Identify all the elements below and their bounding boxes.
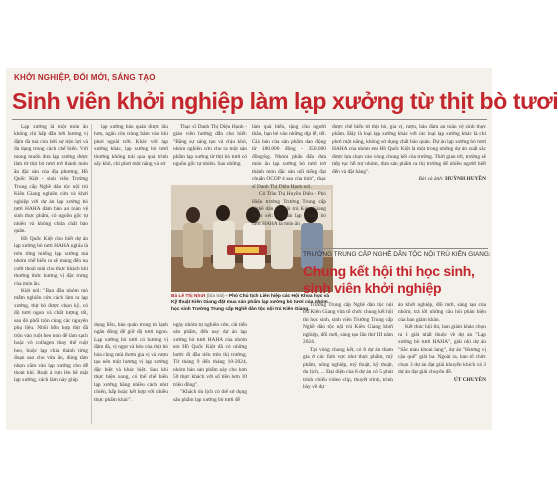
paragraph: án khởi nghiệp, đổi mới, sáng tạo của nhóm; trả lời những câu hỏi phản biện của ban giám khảo. (398, 302, 486, 323)
article-column-5 (332, 124, 486, 244)
headline: Sinh viên khởi nghiệp làm lạp xưởng từ thịt bò tươi (12, 88, 558, 114)
paragraph: làm quà biếu, tặng cho người thân, bạn bè vào những dịp lễ, tết. Giá bán của sản phẩm dao động từ 180.000 đồng - 350.000 đồng/kg. Nhóm phấn đấu đưa món ăn lạp xưởng bò tươi trở thành món đặc sản nổi tiếng đạt chuẩn OCOP 4 sao của tỉnh", thạc sĩ Danh Thị Diệu Hạnh nói. (252, 124, 326, 190)
paragraph: dụng liền, bảo quản trong tủ lạnh ngăn đông để giữ độ tươi ngon. Lạp xưởng bò tươi có hương vị đậm đà, vị ngọt và béo của thịt bò hòa cùng mùi thơm gia vị và rượu tạo nên một hương vị lạp xưởng đặc biệt và khác biệt. Sau khi thực hiện xong, có thể chế biến lạp xưởng bằng nhiều cách như chiên, hấp hoặc kết hợp với nhiều thực phẩm khác". (94, 322, 168, 403)
paragraph: Kiệt nói: "Ban đầu nhóm mò mẫm nghiên cứu cách làm ra lạp xưởng, thịt bò được chọn kỹ, có độ tươi ngon và chất lượng tốt, sau đó phối trộn cùng các nguyên phụ liệu. Nhồi hỗn hợp thịt đã trộn vào ruột heo non để làm sạch hoặc vỏ collagen thay thế ruột heo, buộc lạp chia thành từng đoạn sao cho vừa ăn, dùng tăm nhọn xăm vào lạp xưởng cho dễ thoát khí. Ruột à rựu lên bề mặt lạp xưởng, cách làm này giúp (14, 287, 88, 384)
byline-author: HUỲNH HUYỀN (445, 176, 486, 183)
article-column-4 (252, 124, 326, 244)
headline-rule (12, 119, 487, 120)
article-column-2-top (94, 124, 168, 184)
byline-label: Bài và ảnh: (418, 176, 444, 183)
byline (332, 176, 486, 183)
column-divider (91, 124, 92, 424)
section-tag: KHỞI NGHIỆP, ĐỔI MỚI, SÁNG TẠO (14, 73, 156, 82)
secondary-rule (300, 248, 488, 249)
paragraph: lạp xưởng bảo quản được lâu hơn, ngăn côn trùng bám vào khi phơi ngoài trời. Khác với lạp xưởng khác, lạp xưởng bò tươi thường không trải qua quá trình sấy khô, chỉ phơi một nắng và sử (94, 124, 168, 168)
paragraph: được chế biến từ thịt bò, gia vị, rượu, bảo đảm an toàn vệ sinh thực phẩm. Đây là loại lạp xưởng khác với các loại lạp xưởng khác là chỉ phơi một nắng, không sử dụng chất bảo quản. Dự án lạp xưởng bò tươi HAHA của nhóm em Hồ Quốc Kiệt là một trong những dự án xuất sắc được lựa chọn vào vòng chung kết của trường. Thời gian tới, trường sẽ tiếp tục hỗ trợ nhóm, đưa sản phẩm ra thị trường để nhiều người biết đến và đặt hàng". (332, 124, 486, 175)
paragraph: Cô Trần Thị Huyền Diệu - Phó Hiệu trưởng Trường Trung cấp Nghề dân tộc nội trú Kiên Giang nhận xét: "Dự án lạp xưởng bò tươi HAHA là món ăn (252, 191, 326, 227)
secondary-title: Chung kết hội thi học sinh, sinh viên khởi nghiệp (303, 263, 475, 296)
paragraph: Tại vòng chung kết, có 8 dự án tham gia ở các lĩnh vực như thực phẩm, mỹ phẩm, nông nghiệp, mỹ thuật, kỹ thuật, du lịch, ... Đại diện của 8 dự án có 5 phút trình chiếu video clip, thuyết trình, trình bày về dự (303, 346, 393, 390)
secondary-kicker: TRƯỜNG TRUNG CẤP NGHỀ DÂN TỘC NỘI TRÚ KIÊN GIANG: (303, 251, 491, 258)
secondary-column-b (398, 302, 486, 424)
caption-text: - Phó Chủ tịch Liên hiệp các Hội Khoa học và Kỹ thuật Kiên Giang đặt mua sản phẩm lạp xưởng bò tươi của nhóm học sinh Trường Trung cấp Nghề dân tộc nội trú Kiên Giang. (171, 294, 330, 312)
article-column-3-bottom (173, 322, 247, 424)
paragraph: ngày nhóm tự nghiên cứu, cải tiến sản phẩm, đến nay dự án lạp xưởng bò tươi HAHA của nhóm em Hồ Quốc Kiệt đã có những bước đi đầu tiên trên thị trường. Từ tháng 9 đến tháng 10-2024, nhóm bán sản phẩm này cho hơn 50 thực khách với số tiền hơn 10 triệu đồng". (173, 322, 247, 388)
paragraph: Trường Trung cấp Nghề dân tộc nội trú Kiên Giang vừa tổ chức chung kết hội thi học sinh, sinh viên Trường Trung cấp Nghề dân tộc nội trú Kiên Giang khởi nghiệp, đổi mới, sáng tạo lần thứ III năm 2024. (303, 302, 393, 346)
article-column-2-bottom (94, 322, 168, 424)
secondary-column-a (303, 302, 393, 424)
article-column-1 (14, 124, 88, 424)
paragraph: Thạc sĩ Danh Thị Diệu Hạnh - giáo viên hướng dẫn cho biết: "Bằng sự sáng tạo và chịu khó, nhóm nghiên cứu cho ra một sản phẩm lạp xưởng từ thịt bò tươi có nguồn gốc tự nhiên. Sau những (173, 124, 247, 168)
paragraph: Kết thúc hội thi, ban giám khảo chọn ra 1 giải nhất thuộc về dự án "Lạp xưởng bò tươi HAHA", giải nhì dự án "Sắc màu khoai lang", dự án "Hương vị cậu quế" giải ba. Ngoài ra, ban tổ chức chọn 3 dự án đạt giải khuyến khích và 3 dự án đạt giải chuyên đề. (398, 324, 486, 376)
secondary-author: ÚT CHUYÊN (453, 376, 486, 383)
paragraph: Lạp xưởng là một món ăn không chỉ hấp dẫn bởi hương vị đậm đà mà còn bởi sự tiện lợi và đa dạng trong cách chế biến. Với mong muốn đưa lạp xưởng được làm từ thịt bò tươi trở thành món ăn đặc sản của địa phương, Hồ Quốc Kiệt - sinh viên Trường Trung cấp Nghề dân tộc nội trú Kiên Giang nghiên cứu và khởi nghiệp với dự án lạp xưởng bò tươi HAHA đảm bảo an toàn vệ sinh thực phẩm, có nguồn gốc tự nhiên và không chứa chất bảo quản. (14, 124, 88, 235)
paragraph: Hồ Quốc Kiệt cho biết dự án lạp xưởng bò tươi HAHA nghĩa là trên từng miếng lạp xưởng mà nhóm chế biến ra sẽ mang đến nụ cười thoải mái cho thực khách khi thưởng thức hương vị đặc trưng của món ăn. (14, 235, 88, 287)
caption-name: Bà Lê Thị Nhứt (171, 294, 206, 299)
paragraph: "Khách du lịch có thể sử dụng sản phẩm lạp xưởng bò tươi để (173, 389, 247, 403)
article-column-3-top (173, 124, 247, 184)
caption-position: (bìa trái) (206, 294, 225, 299)
